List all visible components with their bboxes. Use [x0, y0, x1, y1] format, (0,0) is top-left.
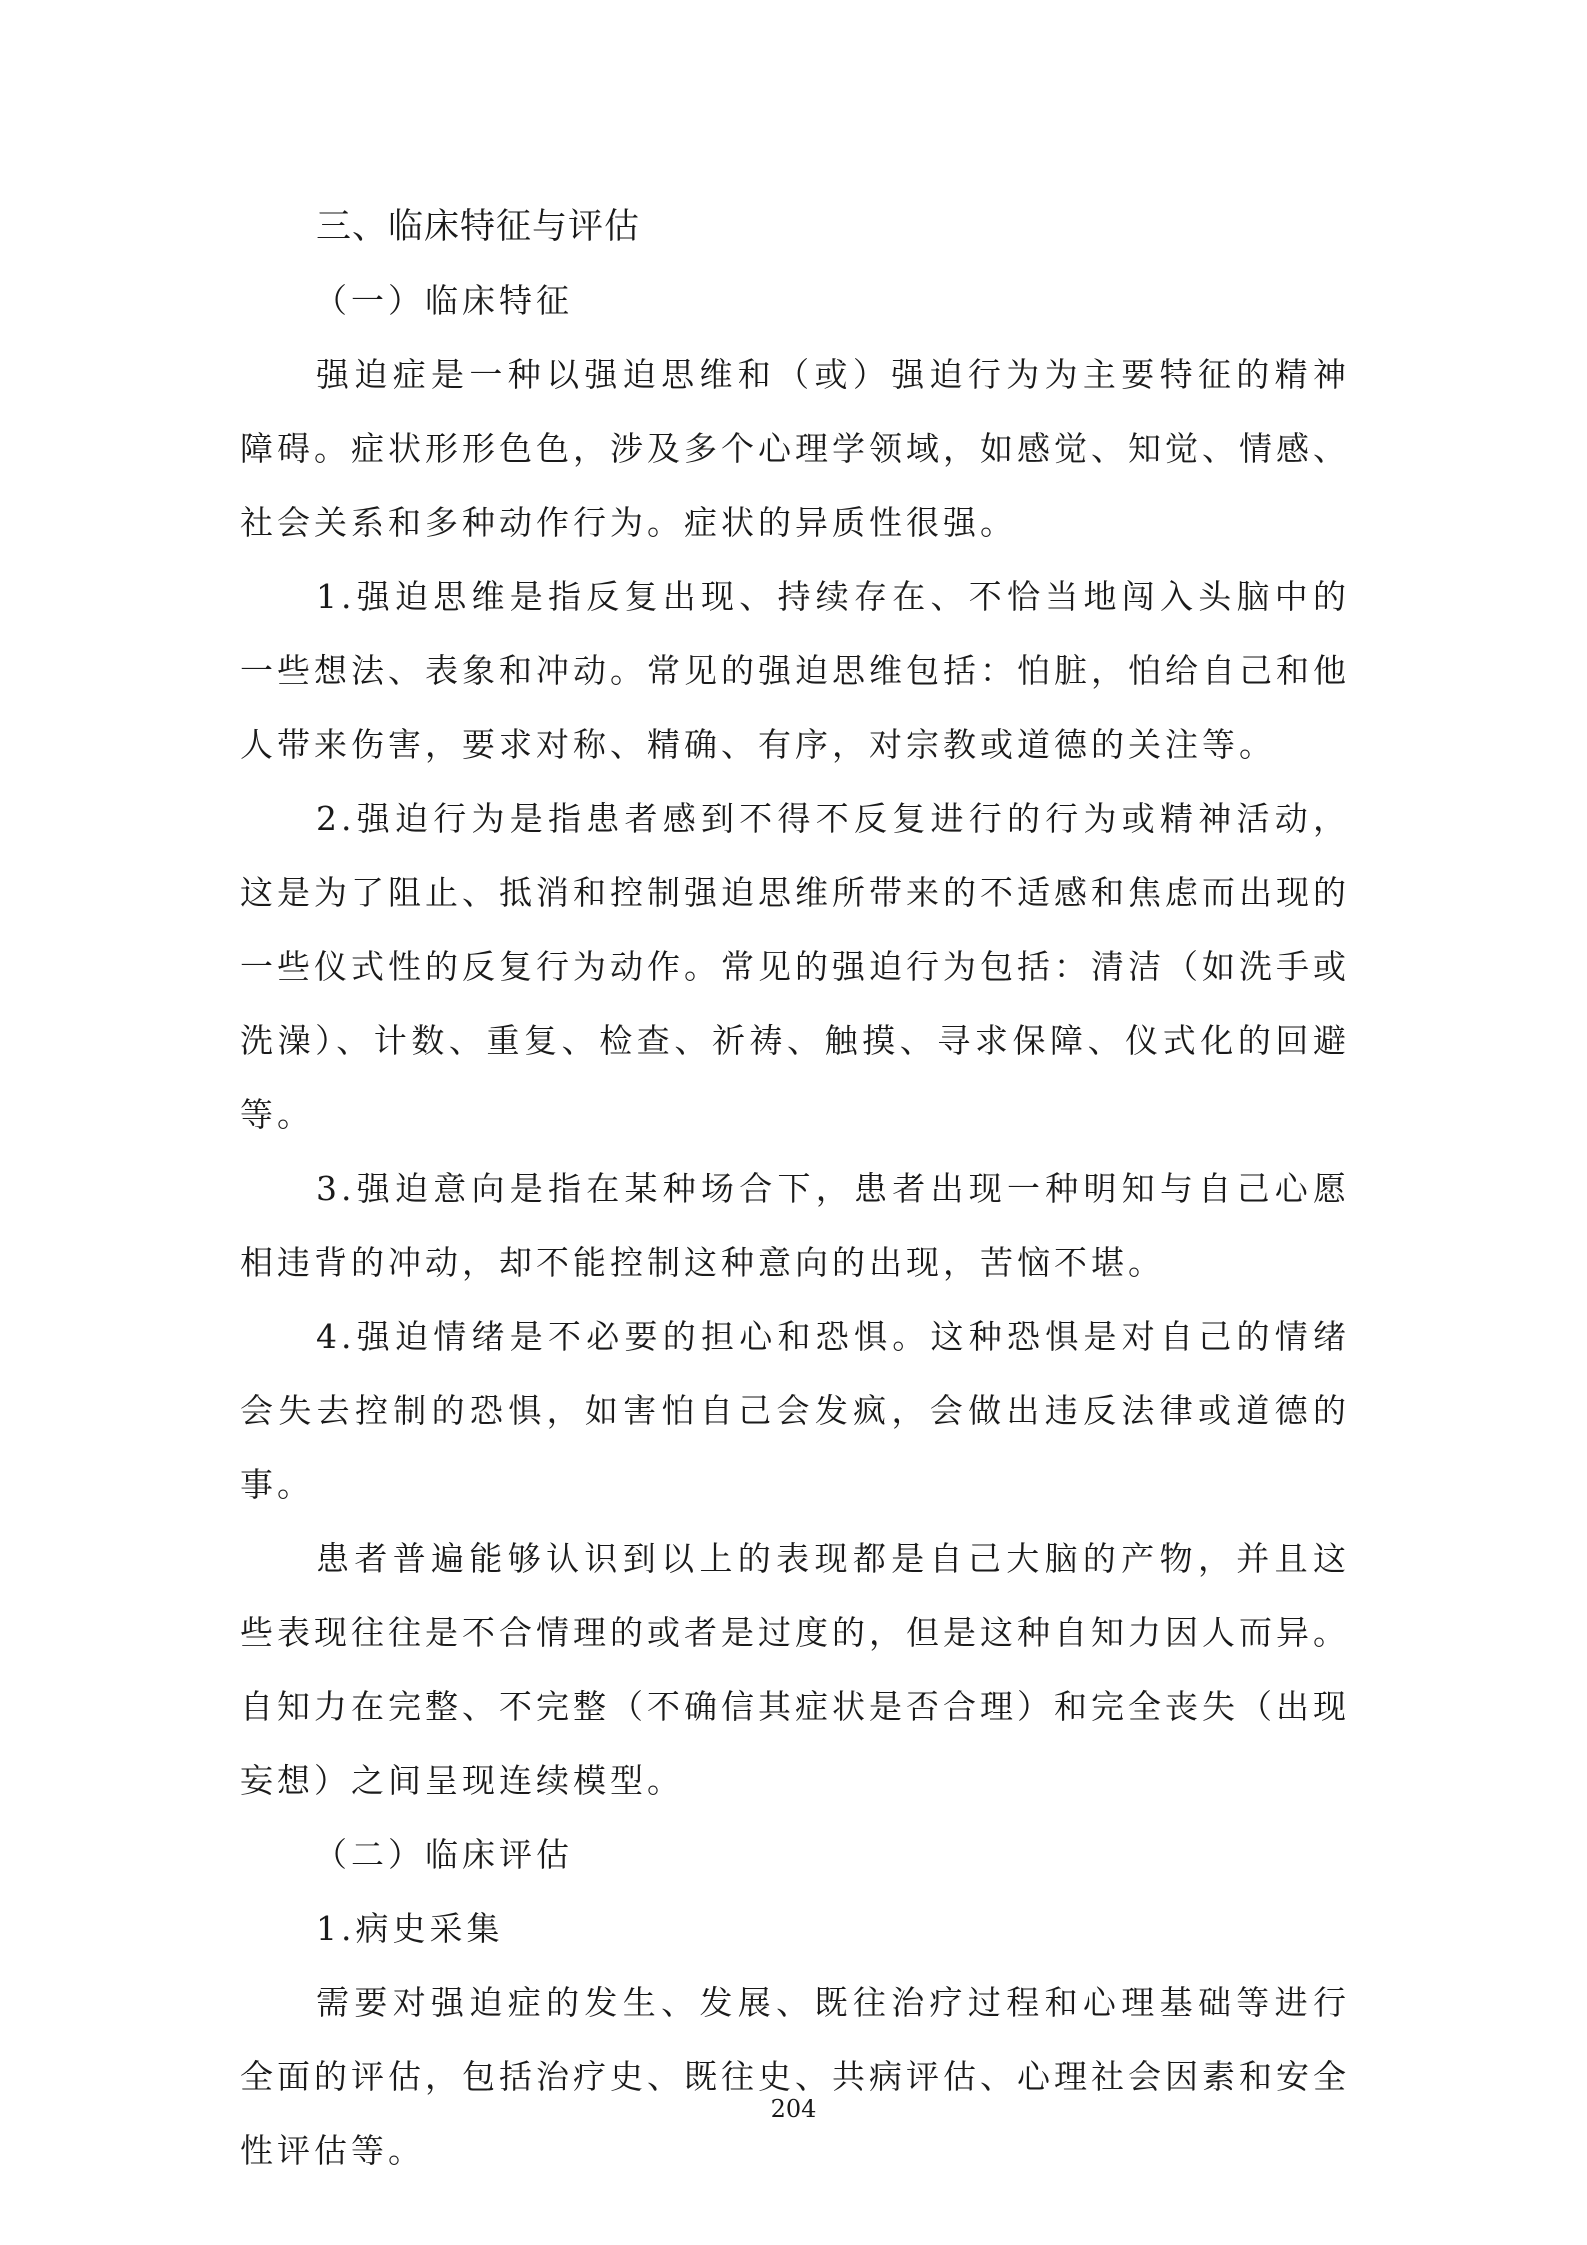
paragraph-history-assessment: 需要对强迫症的发生、发展、既往治疗过程和心理基础等进行全面的评估，包括治疗史、既往史、共病评估、心理社会因素和安全性评估等。 — [240, 1983, 1350, 2170]
paragraph-compulsive-behaviors: 2.强迫行为是指患者感到不得不反复进行的行为或精神活动，这是为了阻止、抵消和控制强迫思维所带来的不适感和焦虑而出现的一些仪式性的反复行为动作。常见的强迫行为包括：清洁（如洗手或洗澡）、计数、重复、检查、祈祷、触摸、寻求保障、仪式化的回避等。 — [240, 799, 1350, 1134]
paragraph-obsessive-emotions: 4.强迫情绪是不必要的担心和恐惧。这种恐惧是对自己的情绪会失去控制的恐惧，如害怕自己会发疯，会做出违反法律或道德的事。 — [240, 1317, 1350, 1504]
item-history-collection: 1.病史采集 — [316, 1909, 504, 1948]
paragraph-intro: 强迫症是一种以强迫思维和（或）强迫行为为主要特征的精神障碍。症状形形色色，涉及多个心理学领域，如感觉、知觉、情感、社会关系和多种动作行为。症状的异质性很强。 — [240, 355, 1350, 542]
paragraph-obsessive-intentions: 3.强迫意向是指在某种场合下，患者出现一种明知与自己心愿相违背的冲动，却不能控制这种意向的出现，苦恼不堪。 — [240, 1169, 1350, 1282]
section-heading: 三、临床特征与评估 — [316, 207, 641, 247]
paragraph-insight: 患者普遍能够认识到以上的表现都是自己大脑的产物，并且这些表现往往是不合情理的或者是过度的，但是这种自知力因人而异。自知力在完整、不完整（不确信其症状是否合理）和完全丧失（出现妄想）之间呈现连续模型。 — [240, 1539, 1350, 1800]
subsection-heading-clinical-features: （一）临床特征 — [314, 281, 573, 320]
page-content — [240, 190, 1350, 2188]
page-number: 204 — [770, 2095, 817, 2123]
paragraph-obsessive-thoughts: 1.强迫思维是指反复出现、持续存在、不恰当地闯入头脑中的一些想法、表象和冲动。常见的强迫思维包括：怕脏，怕给自己和他人带来伤害，要求对称、精确、有序，对宗教或道德的关注等。 — [240, 577, 1350, 764]
subsection-heading-clinical-assessment: （二）临床评估 — [314, 1835, 573, 1874]
